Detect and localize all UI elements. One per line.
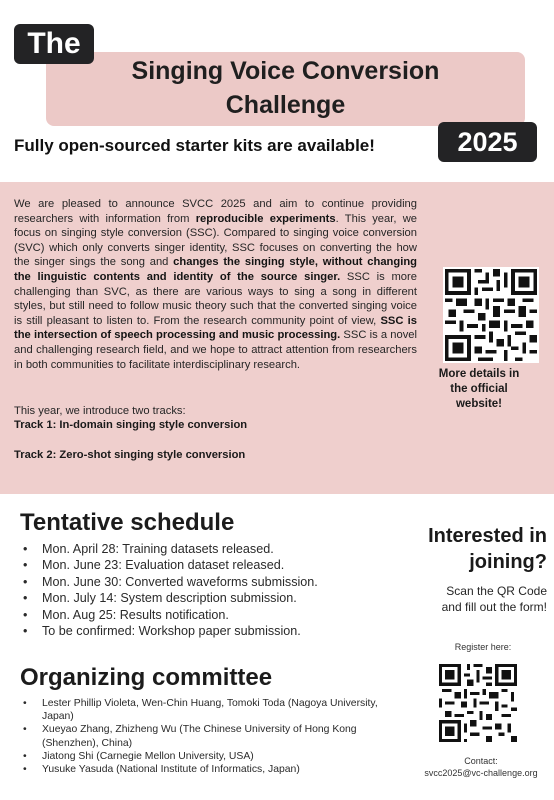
title-line-1: Singing Voice Conversion bbox=[131, 57, 440, 85]
schedule-list bbox=[20, 541, 400, 639]
contact-label: Contact: bbox=[464, 756, 498, 766]
list-item: • Xueyao Zhang, Zhizheng Wu (The Chinese University of Hong Kong (Shenzhen), China) bbox=[20, 723, 408, 749]
committee-list bbox=[20, 697, 408, 776]
list-item: • Jiatong Shi (Carnegie Mellon University, USA) bbox=[20, 750, 408, 763]
list-item: • Mon. June 23: Evaluation dataset released. bbox=[20, 557, 400, 573]
register-qr-code[interactable] bbox=[437, 662, 519, 744]
tracks-intro: This year, we introduce two tracks: bbox=[14, 405, 186, 417]
list-item: • Yusuke Yasuda (National Institute of Informatics, Japan) bbox=[20, 763, 408, 776]
list-item: • To be confirmed: Workshop paper submission. bbox=[20, 623, 400, 639]
list-item: • Lester Phillip Violeta, Wen-Chin Huang, Tomoki Toda (Nagoya University, Japan) bbox=[20, 697, 408, 723]
list-item: • Mon. July 14: System description submission. bbox=[20, 590, 400, 606]
join-instructions: Scan the QR Code and fill out the form! bbox=[441, 584, 547, 614]
track-1: Track 1: In-domain singing style conversion bbox=[14, 419, 248, 431]
list-item: • Mon. June 30: Converted waveforms submission. bbox=[20, 574, 400, 590]
join-heading: Interested in joining? bbox=[428, 525, 547, 573]
committee-title: Organizing committee bbox=[20, 664, 273, 691]
track-2: Track 2: Zero-shot singing style conversion bbox=[14, 449, 246, 461]
title-line-2: Challenge bbox=[225, 91, 346, 119]
schedule-title: Tentative schedule bbox=[20, 509, 235, 536]
list-item: • Mon. April 28: Training datasets released. bbox=[20, 541, 400, 557]
register-label: Register here: bbox=[454, 642, 512, 652]
subtitle: Fully open-sourced starter kits are available! bbox=[14, 136, 375, 155]
website-qr-code[interactable] bbox=[443, 267, 539, 363]
list-item: • Mon. Aug 25: Results notification. bbox=[20, 607, 400, 623]
the-badge: The bbox=[14, 24, 94, 64]
contact-info bbox=[412, 755, 550, 779]
year-badge: 2025 bbox=[438, 122, 537, 162]
intro-paragraph: We are pleased to announce SVCC 2025 and aim to continue providing researchers with information from reproducible experiments. This year, we focus on singing style conversion (SSC). Compared to singing voice conversion (SVC) which only converts singer identity, SSC focuses on converting the how the singer sings the song and changes the singing style, without changing the linguistic contents and identity of the source singer. SSC is more challenging than SVC, as there are various ways to sing a song in different styles, but still need to follow music theory such that the converted singing voice is still pleasant to listen to. From the research community point of view, SSC is the intersection of speech processing and music processing. SSC is a novel and challenging research field, and we hope to attract attention from researchers in both communities to facilitate interdisciplinary research. bbox=[14, 198, 418, 371]
contact-email[interactable]: svcc2025@vc-challenge.org bbox=[424, 768, 538, 778]
website-qr-caption: More details in the official website! bbox=[438, 368, 520, 410]
